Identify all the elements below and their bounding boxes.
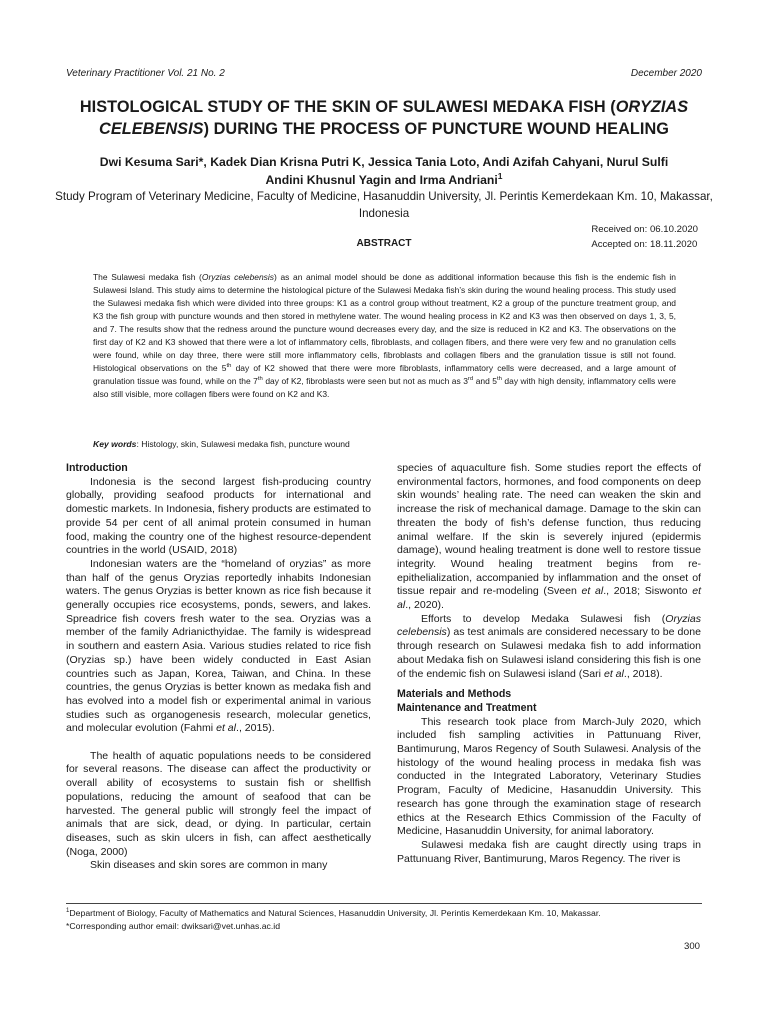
abstract-text: day of K2 showed that there were more fibroblasts, inflammatory cells were decreased, and a large amount of granulation tissue was found, while on the 7 [93,362,676,386]
section-heading-methods: Materials and Methods [397,688,512,701]
abstract-text: The Sulawesi medaka fish ( [93,272,202,282]
ordinal-suffix: th [226,362,232,369]
intro-paragraph-4: Skin diseases and skin sores are common in many [90,859,328,872]
author-line-1: Dwi Kesuma Sari*, Kadek Dian Krisna Putri K, Jessica Tania Loto, Andi Azifah Cahyani, Nurul Sulfi [99,155,669,169]
paragraph-text: ) as test animals are considered necessary to be done through research on Sulawesi medaka fish to add information about Medaka fish on Sulawesi island considering this fish is one of the endemic fish on Sulawesi island (Sari [397,626,701,680]
abstract-text: day of K2, fibroblasts were seen but not as much as 3 [262,375,468,386]
abstract-text: day with high density, inflammatory cells were also still visible, more collagen fibers were found on K2 and K3. [93,375,676,399]
keywords [93,439,676,449]
running-header [66,68,702,79]
keywords-text: : Histology, skin, Sulawesi medaka fish, puncture wound [136,439,350,449]
species-name: Oryzias celebensis [397,612,701,639]
title-text: HISTOLOGICAL STUDY OF THE SKIN OF SULAWESI MEDAKA FISH ( [79,98,616,116]
footnote-text: Department of Biology, Faculty of Mathematics and Natural Sciences, Hasanuddin University, Jl. Perintis Kemerdekaan Km. 10, Makassar. [69,908,601,918]
subsection-heading-maintenance: Maintenance and Treatment [397,701,537,714]
methods-paragraph-2: Sulawesi medaka fish are caught directly using traps in Pattunuang River, Bantimurung, Maros Regency. The river is [397,838,701,865]
issue-date: December 2020 [630,68,702,79]
left-column [66,462,371,873]
intro-paragraph-4-continued [397,462,701,613]
intro-paragraph-1: Indonesia is the second largest fish-producing country globally, providing seafood products for international and domestic markets. In Indonesia, fishery products are estimated to provide 54 per cent of all animal protein consumed in human food, making the country one of the highest resource-dependent countries in the world (USAID, 2018) [66,475,371,557]
footnote-corresponding: *Corresponding author email: dwiksari@vet.unhas.ac.id [66,920,281,931]
citation-etal: et al [581,585,604,598]
received-date: Received on: 06.10.2020 [591,224,698,235]
accepted-date: Accepted on: 18.11.2020 [591,239,698,250]
right-column [397,462,701,866]
abstract-text: and 5 [473,375,497,386]
affiliation-marker: 1 [497,170,503,181]
section-heading-introduction: Introduction [66,462,128,474]
author-list [40,153,728,189]
abstract-body [93,271,676,401]
abstract-species: Oryzias celebensis [201,272,274,282]
paragraph-text: Efforts to develop Medaka Sulawesi fish ( [421,612,666,625]
paragraph-text: Indonesian waters are the “homeland of oryzias” as more than half of the genus Oryzias reportedly inhabits Indonesian waters. The genus Oryzias is better known as rice fish because it generally occupies rice ecosystems, ponds, sewers, and lakes. Spreadrice fish covers fresh water to the sea. Oryzias was a member of the family Adrianicthyidae. The family is widespread in southern and eastern Asia. Various studies related to rice fish (Oryzias sp.) have been widely conducted in East Asian countries such as Japan, Korea, Taiwan, and China. In these countries, the genus Oryzias is better known as medaka fish and has evolved into a model fish or experimental animal in various studies such as organogenesis research, molecular genetics, and molecular evolution (Fahmi [66,557,371,735]
intro-paragraph-3: The health of aquatic populations needs to be considered for several reasons. The disease can affect the productivity or overall ability of ecosystems to sustain fish or shellfish populations, reducing the amount of seafood that can be harvested. The general public will strongly feel the impact of animals that are sick, dead, or dying. In particular, certain diseases, such as skin ulcers in fish, can affect aesthetically (Noga, 2000) [66,749,371,858]
ordinal-suffix: th [496,375,502,382]
intro-paragraph-5 [397,613,701,682]
citation-etal: et al [216,722,237,735]
ordinal-suffix: th [257,375,263,382]
journal-name: Veterinary Practitioner Vol. 21 No. 2 [66,68,225,79]
keywords-label: Key words [93,439,137,449]
footnotes [66,907,708,932]
page-number: 300 [683,941,700,952]
affiliation: Study Program of Veterinary Medicine, Faculty of Medicine, Hasanuddin University, Jl. Perintis Kemerdekaan Km. 10, Makassar, Indonesia [55,190,713,220]
citation-etal: et al [397,585,702,612]
methods-paragraph-1: This research took place from March-July 2020, which included fish sampling activities in Pattunuang River, Bantimurung, Maros Regency of South Sulawesi. Analysis of the histology of the wound healing process in medaka fish was conducted in the Integrated Laboratory, Veterinary Studies Program, Faculty of Medicine, Hasanuddin University. This research has gone through the examination stage of research ethics at the Research Ethics Commission of the Faculty of Medicine, Hasanuddin University, for animal laboratory. [397,715,701,838]
intro-paragraph-2 [66,558,371,736]
abstract-heading: ABSTRACT [356,238,412,249]
ordinal-suffix: rd [467,375,474,382]
author-line-2 [40,171,728,189]
abstract-text: ) as an animal model should be done as additional information because this fish is the endemic fish in Sulawesi Island. This study aims to determine the histological picture of the Sulawesi Medaka fish’s skin during the wound healing process. This study used the Sulawesi medaka fish which were divided into three groups: K1 as a control group without treatment, K2 a group of the puncture treatment group, and K3 the fish group with puncture wounds and then stored in methylene water. The wound healing process in K2 and K3 was then observed on days 1, 3, 5, and 7. The results show that the redness around the puncture wound decreases every day, and the size is reduced in K2 and K3. The observations on the first day of K2 and K3 showed that there were a lot of inflammatory cells, fibroblasts, and collagen fibers, and there were very few and no granulation cells were found, while on day three, there were still more inflammatory cells, fibroblasts and collagen fibers and the granulation tissue is still not found. Histological observations on the 5 [93,272,677,373]
footnote-marker: 1 [66,907,70,915]
footnote-divider [66,903,702,904]
article-title [40,96,728,140]
title-species-name: ORYZIAS CELEBENSIS [99,98,689,138]
paragraph-text: ., 2018; Siswonto [603,585,693,598]
paragraph-text: ., 2020). [405,599,444,612]
paragraph-text: species of aquaculture fish. Some studies report the effects of environmental factors, hormones, and food components on deep skin wounds’ healing rate. The need can weaken the skin and increase the risk of mechanical damage. Damage to the skin can threaten the body of fish’s defense function, thus reducing animal welfare. If the skin is severely injured (epidermis damage), wound healing treatment is done well to restore tissue integrity. Wound healing treatment begins from re-epithelialization, accompanied by inflammation and the onset of tissue repair and re-modeling (Sveen [397,462,701,598]
paragraph-text: ., 2015). [236,722,275,735]
paragraph-text: ., 2018). [623,667,663,680]
footnote-affiliation [66,907,708,920]
author-line-2-text: Andini Khusnul Yagin and Irma Andriani [265,173,498,187]
citation-etal: et al [603,667,624,680]
title-text-end: ) DURING THE PROCESS OF PUNCTURE WOUND HEALING [203,120,669,138]
